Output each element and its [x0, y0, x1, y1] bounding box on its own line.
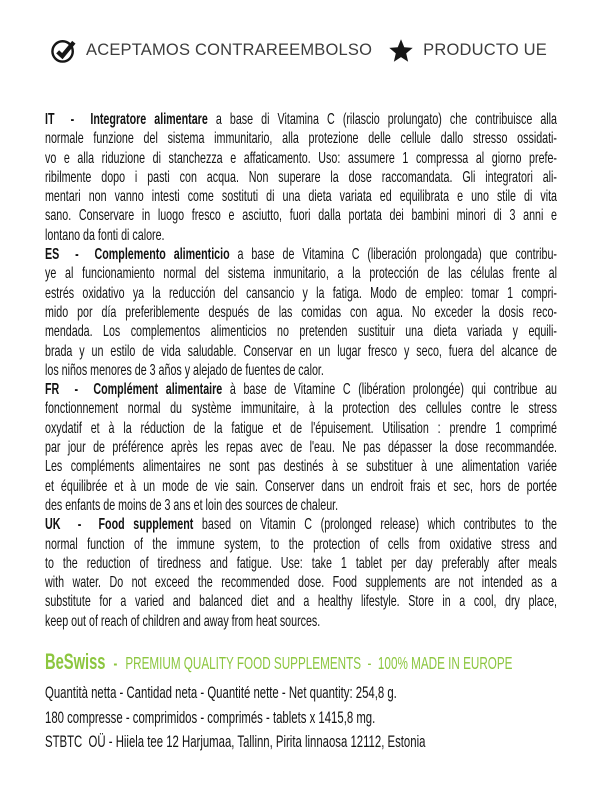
product-facts: [45, 681, 557, 755]
section-fr: [45, 380, 557, 515]
badge-cash-on-delivery: [50, 37, 372, 64]
label-text-block: [45, 110, 557, 755]
text-line: ye al funcionamiento normal del sistema inmunitario, a la protección de las células frente al: [45, 265, 557, 283]
section-uk: [45, 515, 557, 631]
text-line: lontano da fonti di calore.: [45, 226, 165, 244]
section-lead: UK - Food supplement: [45, 516, 194, 534]
brand-separator: -: [113, 654, 118, 674]
text-line: des enfants de moins de 3 ans et loin des sources de chaleur.: [45, 496, 339, 514]
text-line: et équilibrée et à un mode de vie sain. Conserver dans un endroit frais et sec, hors de portée: [45, 477, 557, 495]
badge-eu-product: [388, 38, 547, 64]
text-line: [45, 110, 557, 129]
text-line: mendada. Los complementos alimenticios no pretenden sustituir una dieta variada y equili-: [45, 323, 557, 341]
text-line: [45, 245, 557, 264]
text-line: mentari non vanno intesti come sostituti di una dieta variata ed equilibrata e uno stile di vita: [45, 188, 557, 206]
manufacturer-line: STBTC OÜ - Hiiela tee 12 Harjumaa, Tallinn, Pirita linnaosa 12112, Estonia: [45, 732, 426, 752]
tablets-line: 180 compresse - comprimidos - comprimés - tablets x 1415,8 mg.: [45, 707, 376, 727]
text-line: Les compléments alimentaires ne sont pas destinés à se substituer à une alimentation variée: [45, 458, 557, 476]
text-line: estrés oxidativo ya la reducción del cansancio y la fatiga. Modo de empleo: tomar 1 compri-: [45, 284, 557, 302]
section-lead-rest: a base de Vitamina C (liberación prolongada) que contribu-: [229, 246, 557, 264]
text-line: [45, 515, 557, 534]
text-line: los niños menores de 3 años y alejado de fuentes de calor.: [45, 361, 324, 379]
text-line: normal function of the immune system, to the protection of cells from oxidative stress and: [45, 535, 557, 553]
text-line: fonctionnement normal du système immunitaire, à la protection des cellules contre le stress: [45, 400, 557, 418]
text-line: to the reduction of tiredness and fatigue. Use: take 1 tablet per day preferably after meals: [45, 554, 557, 572]
section-es: [45, 245, 557, 380]
section-lead-rest: à base de Vitamine C (libération prolongée) qui contribue au: [222, 381, 558, 399]
text-line: ribilmente dopo i pasti con acqua. Non superare la dose raccomandata. Gli integratori ali-: [45, 168, 557, 186]
text-line: [45, 380, 557, 399]
text-line: keep out of reach of children and away from heat sources.: [45, 612, 321, 630]
text-line: with water. Do not exceed the recommended dose. Food supplements are not intended as a: [45, 574, 557, 592]
section-lead-rest: based on Vitamin C (prolonged release) which contributes to the: [193, 516, 557, 534]
text-line: oxydatif et à la réduction de la fatigue et de l'épuisement. Utilisation : prendre 1 comprimé: [45, 419, 557, 437]
net-quantity-line: Quantità netta - Cantidad neta - Quantité nette - Net quantity: 254,8 g.: [45, 683, 397, 703]
badge-label: PRODUCTO UE: [423, 41, 547, 59]
text-line: mido por día preferiblemente después de las comidas con agua. No exceder la dosis reco-: [45, 303, 557, 321]
text-line: par jour de préférence après les repas avec de l'eau. Ne pas dépasser la dose recommandée.: [45, 439, 557, 457]
section-lead-rest: a base di Vitamina C (rilascio prolungato) che contribuisce alla: [207, 111, 558, 128]
header-badges: [50, 37, 547, 64]
text-line: substitute for a varied and balanced diet and a healthy lifestyle. Store in a cool, dry place,: [45, 593, 557, 611]
star-icon: [388, 38, 414, 64]
text-line: brada y un estilo de vida saludable. Conservar en un lugar fresco y seco, fuera del alcance de: [45, 342, 557, 360]
check-circle-icon: [50, 37, 77, 64]
section-lead: FR - Complément alimentaire: [45, 381, 223, 399]
section-lead: ES - Complemento alimenticio: [45, 246, 230, 264]
brand-name: BeSwiss: [45, 649, 106, 675]
text-line: sano. Conservare in luogo fresco e asciutto, fuori dalla portata dei bambini minori di 3 anni e: [45, 207, 557, 225]
text-line: vo e alla riduzione di stanchezza e affaticamento. Uso: assumere 1 compressa al giorno prefe-: [45, 149, 557, 167]
brand-line: [45, 649, 557, 677]
section-it: [45, 110, 557, 245]
section-lead: IT - Integratore alimentare: [45, 111, 208, 128]
text-line: normale funzione del sistema immunitario, alla protezione delle cellule dallo stresso ossidati-: [45, 130, 557, 148]
badge-label: ACEPTAMOS CONTRAREEMBOLSO: [86, 41, 373, 59]
brand-tagline: PREMIUM QUALITY FOOD SUPPLEMENTS - 100% MADE IN EUROPE: [125, 653, 513, 674]
